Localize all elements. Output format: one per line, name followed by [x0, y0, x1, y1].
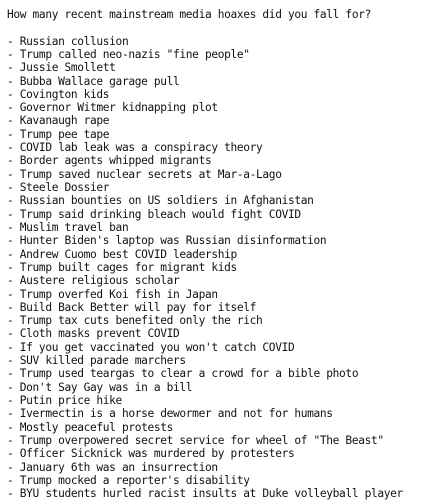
- document: [7, 8, 441, 501]
- list-item: - Don't Say Gay was in a bill: [7, 380, 193, 394]
- list-item: - Cloth masks prevent COVID: [7, 327, 180, 341]
- list-item: - Trump called neo-nazis "fine people": [7, 47, 250, 61]
- list-item: - Trump tax cuts benefited only the rich: [7, 314, 263, 328]
- list-item: - Covington kids: [7, 87, 110, 101]
- list-item: - Russian collusion: [7, 34, 129, 48]
- list-item: - Build Back Better will pay for itself: [7, 300, 257, 314]
- blank-line: [7, 21, 441, 34]
- list-item: - Andrew Cuomo best COVID leadership: [7, 247, 237, 261]
- list-item: - SUV killed parade marchers: [7, 354, 186, 368]
- list-item: - Jussie Smollett: [7, 61, 116, 75]
- list-item: - COVID lab leak was a conspiracy theory: [7, 141, 263, 155]
- list-item: - Trump pee tape: [7, 127, 110, 141]
- list-item: - Russian bounties on US soldiers in Afghanistan: [7, 194, 314, 208]
- list-item: - Governor Witmer kidnapping plot: [7, 101, 218, 115]
- document-title: How many recent mainstream media hoaxes did you fall for?: [7, 8, 371, 21]
- list-item: - If you get vaccinated you won't catch COVID: [7, 340, 295, 354]
- list-item: - Trump saved nuclear secrets at Mar-a-Lago: [7, 167, 282, 181]
- list-item: - Kavanaugh rape: [7, 114, 110, 128]
- list-item: - Austere religious scholar: [7, 274, 180, 288]
- list-item: - Trump overfed Koi fish in Japan: [7, 287, 218, 301]
- list-item: - Trump built cages for migrant kids: [7, 260, 237, 274]
- list-item: - Putin price hike: [7, 394, 122, 408]
- list-item: - Ivermectin is a horse dewormer and not for humans: [7, 407, 333, 421]
- list-item: - Trump mocked a reporter's disability: [7, 473, 250, 487]
- list-item: - Muslim travel ban: [7, 220, 129, 234]
- list-item: - Hunter Biden's laptop was Russian disinformation: [7, 234, 327, 248]
- list-item: - Border agents whipped migrants: [7, 154, 212, 168]
- list-item: - BYU students hurled racist insults at Duke volleyball player: [7, 487, 403, 501]
- list-item: - January 6th was an insurrection: [7, 460, 218, 474]
- hoax-list: [7, 35, 441, 501]
- list-item: - Trump overpowered secret service for wheel of "The Beast": [7, 433, 384, 447]
- list-item: - Steele Dossier: [7, 181, 110, 195]
- list-item: - Trump said drinking bleach would fight COVID: [7, 207, 301, 221]
- list-item: - Bubba Wallace garage pull: [7, 74, 180, 88]
- list-item: - Mostly peaceful protests: [7, 420, 174, 434]
- list-item: - Trump used teargas to clear a crowd for a bible photo: [7, 367, 359, 381]
- list-item: - Officer Sicknick was murdered by protesters: [7, 447, 295, 461]
